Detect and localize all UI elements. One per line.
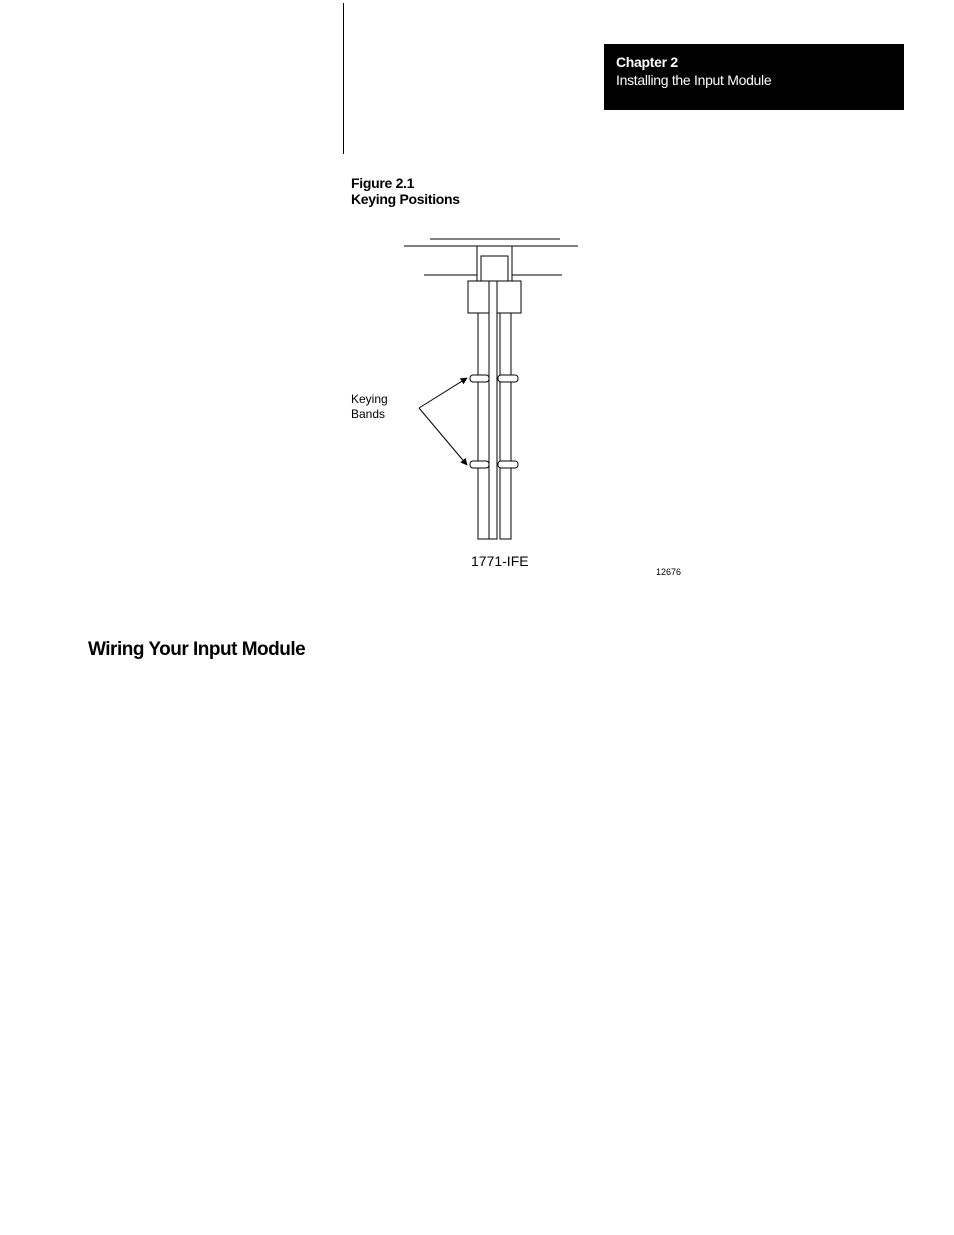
chapter-label: Chapter 2: [616, 54, 678, 70]
module-label: 1771-IFE: [471, 553, 529, 569]
figure-number: Figure 2.1: [351, 175, 415, 191]
keying-diagram: [340, 225, 700, 595]
margin-rule: [343, 3, 344, 154]
module-blade: [489, 281, 497, 539]
figure-title: Keying Positions: [351, 191, 460, 207]
callout-label-line1: Keying: [351, 392, 388, 406]
chapter-header: [604, 44, 904, 110]
guide-rail-right: [500, 313, 511, 539]
keying-band-lower-right: [498, 461, 518, 468]
keying-band-upper-left: [470, 375, 489, 382]
callout-label-line2: Bands: [351, 407, 386, 421]
keying-band-upper-right: [498, 375, 518, 382]
keying-band-lower-left: [470, 461, 489, 468]
callout-arrow-lower: [419, 408, 467, 465]
chapter-title: Installing the Input Module: [616, 72, 772, 88]
callout-arrow-upper: [419, 378, 467, 408]
section-heading: Wiring Your Input Module: [88, 639, 306, 660]
figure-id: 12676: [656, 567, 682, 577]
figure-caption: [351, 175, 460, 207]
connector-inner: [481, 256, 508, 284]
guide-rail-left: [478, 313, 489, 539]
